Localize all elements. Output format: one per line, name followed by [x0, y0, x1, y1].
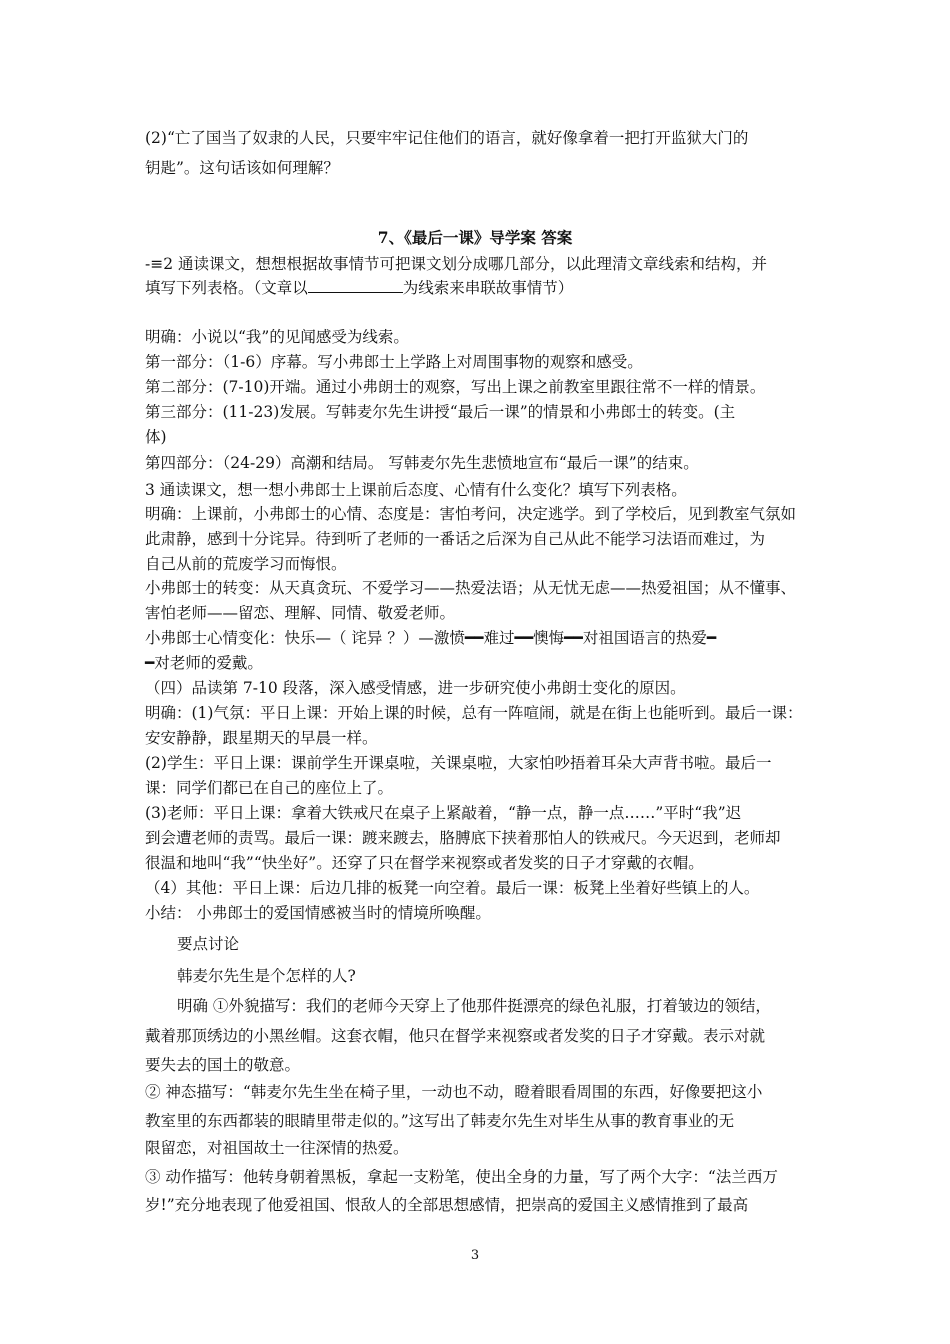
answer-line: 第二部分：(7-10)开端。通过小弗朗士的观察，写出上课之前教室里跟往常不一样的情景。	[145, 378, 766, 396]
answer-line: 第四部分：（24-29）高潮和结局。 写韩麦尔先生悲愤地宣布“最后一课”的结束。	[145, 454, 699, 472]
answer-line: 岁!”充分地表现了他爱祖国、恨敌人的全部思想感情，把崇高的爱国主义感情推到了最高	[145, 1196, 749, 1214]
line-text: 为线索来串联故事情节）	[402, 279, 574, 297]
answer-line: 课：同学们都已在自己的座位上了。	[145, 779, 394, 797]
answer-line: 安安静静，跟星期天的早晨一样。	[145, 729, 378, 747]
answer-line: 明确 ①外貌描写：我们的老师今天穿上了他那件挺漂亮的绿色礼服，打着皱边的领结，	[177, 997, 771, 1015]
answer-line: 戴着那顶绣边的小黑丝帽。这套衣帽，他只在督学来视察或者发奖的日子才穿戴。表示对就	[145, 1027, 766, 1045]
answer-line: ━对老师的爱戴。	[145, 654, 263, 672]
answer-line: 第一部分：（1-6）序幕。写小弗郎士上学路上对周围事物的观察和感受。	[145, 353, 643, 371]
paragraph-line: -≡2 通读课文，想想根据故事情节可把课文划分成哪几部分，以此理清文章线索和结构，并	[145, 255, 768, 273]
answer-line: 教室里的东西都装的眼睛里带走似的。”这写出了韩麦尔先生对毕生从事的教育事业的无	[145, 1112, 735, 1130]
answer-line: ③ 动作描写：他转身朝着黑板，拿起一支粉笔，使出全身的力量，写了两个大字：“法兰西万	[145, 1168, 778, 1186]
paragraph-line	[145, 278, 573, 298]
answer-line: 害怕老师——留恋、理解、同情、敬爱老师。	[145, 604, 456, 622]
page-title: 7、《最后一课》导学案 答案	[377, 228, 573, 247]
answer-line: 小弗郎士心情变化：快乐—（ 诧异 ？）—激愤━━难过━━懊悔━━对祖国语言的热爱━	[145, 629, 717, 647]
answer-line: ② 神态描写：“韩麦尔先生坐在椅子里，一动也不动，瞪着眼看周围的东西，好像要把这小	[145, 1083, 763, 1101]
answer-line: 要失去的国土的敬意。	[145, 1056, 301, 1074]
answer-line: 明确：小说以“我”的见闻感受为线索。	[145, 328, 409, 346]
answer-line: 限留恋，对祖国故土一往深情的热爱。	[145, 1139, 409, 1157]
fill-blank	[308, 278, 403, 293]
line-text: 填写下列表格。（文章以	[145, 279, 308, 297]
answer-line: 体)	[145, 428, 167, 446]
answer-line: (2)学生：平日上课：课前学生开课桌啦，关课桌啦，大家怕吵捂着耳朵大声背书啦。最后一	[145, 754, 772, 772]
answer-line: 明确：(1)气氛：平日上课：开始上课的时候，总有一阵喧闹，就是在街上也能听到。最后一课：	[145, 704, 803, 722]
question-line: (2)“亡了国当了奴隶的人民，只要牢牢记住他们的语言，就好像拿着一把打开监狱大门的	[145, 129, 749, 147]
answer-line: 3 通读课文，想一想小弗郎士上课前后态度、心情有什么变化？填写下列表格。	[145, 481, 687, 499]
answer-line: （4）其他：平日上课：后边几排的板凳一向空着。最后一课：板凳上坐着好些镇上的人。	[145, 879, 760, 897]
page-number: 3	[470, 1248, 480, 1263]
answer-line: 小结： 小弗郎士的爱国情感被当时的情境所唤醒。	[145, 904, 491, 922]
answer-line: 到会遭老师的责骂。最后一课：踱来踱去，胳膊底下挟着那怕人的铁戒尺。今天迟到，老师却	[145, 829, 781, 847]
answer-line: 小弗郎士的转变：从天真贪玩、不爱学习——热爱法语；从无忧无虑——热爱祖国；从不懂事、	[145, 579, 797, 597]
discussion-question: 韩麦尔先生是个怎样的人?	[177, 967, 356, 985]
answer-line: 此肃静，感到十分诧异。待到听了老师的一番话之后深为自己从此不能学习法语而难过，为	[145, 530, 766, 548]
answer-line: (3)老师：平日上课：拿着大铁戒尺在桌子上紧敲着，“静一点，静一点……”平时“我”迟	[145, 804, 742, 822]
answer-line: 很温和地叫“我”“快坐好”。还穿了只在督学来视察或者发奖的日子才穿戴的衣帽。	[145, 854, 704, 872]
question-line: 钥匙”。这句话该如何理解？	[145, 159, 339, 177]
discussion-heading: 要点讨论	[177, 935, 240, 953]
answer-line: 自己从前的荒废学习而悔恨。	[145, 555, 347, 573]
answer-line: 第三部分：(11-23)发展。写韩麦尔先生讲授“最后一课”的情景和小弗郎士的转变。(主	[145, 403, 736, 421]
answer-line: （四）品读第 7-10 段落，深入感受情感，进一步研究使小弗朗士变化的原因。	[145, 679, 686, 697]
answer-line: 明确：上课前，小弗郎士的心情、态度是：害怕考问，决定逃学。到了学校后，见到教室气氛如	[145, 505, 797, 523]
